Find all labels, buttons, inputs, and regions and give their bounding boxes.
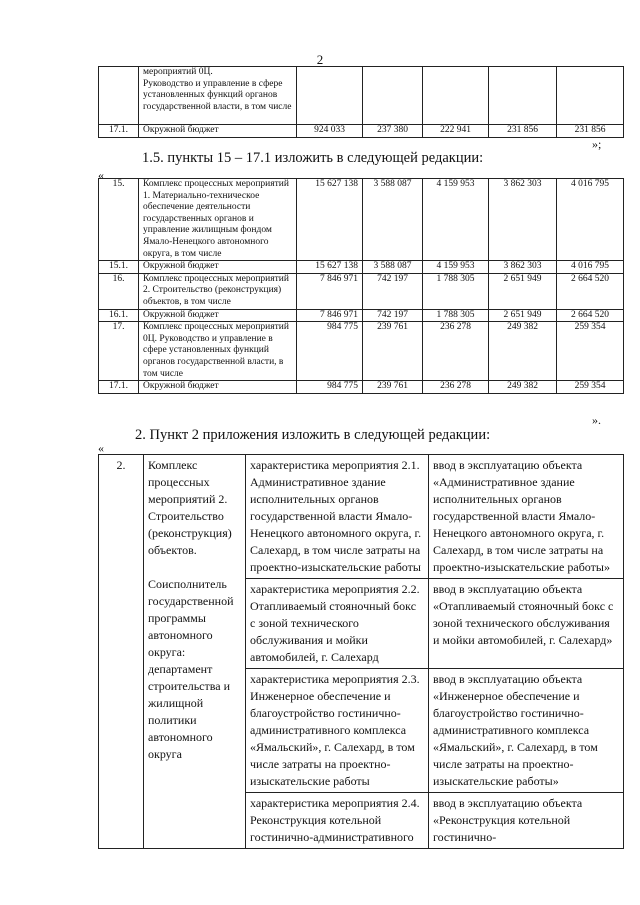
row-value: 7 846 971 [297, 309, 363, 322]
expected-result: ввод в эксплуатацию объекта «Административное здание исполнительных органов государственной власти Ямало-Ненецкого автономного округа, г. Салехард, в том числе затраты на проектно-изыскательские работы» [429, 455, 624, 579]
row-value: 249 382 [489, 381, 557, 394]
executor: Соисполнитель государственной программы автономного округа: департамент строительства и жилищной политики автономного округа [148, 577, 234, 761]
row-number: 16. [99, 273, 139, 309]
measure-characteristic: характеристика мероприятия 2.2. Отапливаемый стояночный бокс с зоной технического обслуживания и мойки автомобилей, г. Салехард [246, 579, 429, 669]
row-value: 4 159 953 [423, 179, 489, 261]
row-value: 249 382 [489, 322, 557, 381]
closing-quote: »; [592, 137, 602, 151]
row-number: 15. [99, 179, 139, 261]
row-number: 16.1. [99, 309, 139, 322]
row-value: 239 761 [363, 322, 423, 381]
row-value: 259 354 [557, 381, 624, 394]
program-table [98, 454, 624, 849]
row-name: Окружной бюджет [139, 309, 297, 322]
row-value: 236 278 [423, 381, 489, 394]
row-value: 4 159 953 [423, 261, 489, 274]
row-name: Комплекс процессных мероприятий 0Ц. Руководство и управление в сфере установленных функций органов государственной власти, в том числе [139, 322, 297, 381]
row-value: 742 197 [363, 273, 423, 309]
row-value: 4 016 795 [557, 179, 624, 261]
row-name: Окружной бюджет [139, 261, 297, 274]
table-row [99, 261, 624, 274]
row-value: 15 627 138 [297, 261, 363, 274]
opening-quote: « [98, 168, 104, 182]
item-number: 2. [99, 455, 144, 849]
row-number: 17. [99, 322, 139, 381]
row-value: 259 354 [557, 322, 624, 381]
item-description: Комплекс процессных мероприятий 2. Строительство (реконструкция) объектов. Соисполнитель государственной программы автономного округа: департамент строительства и жилищной политики автономного округа [144, 455, 246, 849]
expected-result: ввод в эксплуатацию объекта «Инженерное обеспечение и благоустройство гостинично-административного комплекса «Ямальский», г. Салехард, в том числе затраты на проектно-изыскательские работы» [429, 669, 624, 793]
budget-table-top [98, 66, 624, 138]
measure-characteristic: характеристика мероприятия 2.4. Реконструкция котельной гостинично-административного [246, 793, 429, 849]
row-value: 236 278 [423, 322, 489, 381]
row-value: 1 788 305 [423, 309, 489, 322]
row-value: 3 588 087 [363, 261, 423, 274]
page-number: 2 [316, 52, 324, 67]
table-row [99, 67, 624, 125]
row-value: 2 651 949 [489, 309, 557, 322]
expected-result: ввод в эксплуатацию объекта «Реконструкция котельной гостинично- [429, 793, 624, 849]
opening-quote: « [98, 441, 104, 455]
section-heading: 2. Пункт 2 приложения изложить в следующей редакции: [135, 427, 491, 443]
table-row [99, 273, 624, 309]
row-value: 984 775 [297, 381, 363, 394]
row-value: 2 664 520 [557, 309, 624, 322]
row-value: 3 862 303 [489, 261, 557, 274]
table-row: 17.1. Окружной бюджет 924 033 237 380 222 941 231 856 231 856 [99, 125, 624, 138]
row-value: 2 664 520 [557, 273, 624, 309]
row-name: Окружной бюджет [139, 381, 297, 394]
row-name: мероприятий 0Ц. Руководство и управление в сфере установленных функций органов государственной власти, в том числе [139, 67, 297, 125]
row-value: 3 862 303 [489, 179, 557, 261]
row-value: 239 761 [363, 381, 423, 394]
row-value: 742 197 [363, 309, 423, 322]
row-value: 2 651 949 [489, 273, 557, 309]
table-row [99, 381, 624, 394]
row-value: 984 775 [297, 322, 363, 381]
row-value: 4 016 795 [557, 261, 624, 274]
row-value: 15 627 138 [297, 179, 363, 261]
closing-quote: ». [592, 413, 601, 427]
expected-result: ввод в эксплуатацию объекта «Отапливаемый стояночный бокс с зоной технического обслуживания и мойки автомобилей, г. Салехард» [429, 579, 624, 669]
table-row [99, 455, 624, 579]
table-row [99, 309, 624, 322]
measure-characteristic: характеристика мероприятия 2.3. Инженерное обеспечение и благоустройство гостинично-административного комплекса «Ямальский», г. Салехард, в том числе затраты на проектно-изыскательские работы [246, 669, 429, 793]
table-row [99, 179, 624, 261]
row-value: 3 588 087 [363, 179, 423, 261]
row-number: 15.1. [99, 261, 139, 274]
table-row [99, 322, 624, 381]
row-name: Комплекс процессных мероприятий 2. Строительство (реконструкция) объектов, в том числе [139, 273, 297, 309]
section-heading: 1.5. пункты 15 – 17.1 изложить в следующей редакции: [142, 150, 484, 166]
row-number: 17.1. [99, 381, 139, 394]
row-value: 7 846 971 [297, 273, 363, 309]
measure-characteristic: характеристика мероприятия 2.1. Административное здание исполнительных органов государственной власти Ямало-Ненецкого автономного округа, г. Салехард, в том числе затраты на проектно-изыскательские работы [246, 455, 429, 579]
row-value: 1 788 305 [423, 273, 489, 309]
row-name: Комплекс процессных мероприятий 1. Материально-техническое обеспечение деятельности государственных органов и управление жилищным фондом Ямало-Ненецкого автономного округа, в том числе [139, 179, 297, 261]
budget-table-main [98, 178, 624, 394]
